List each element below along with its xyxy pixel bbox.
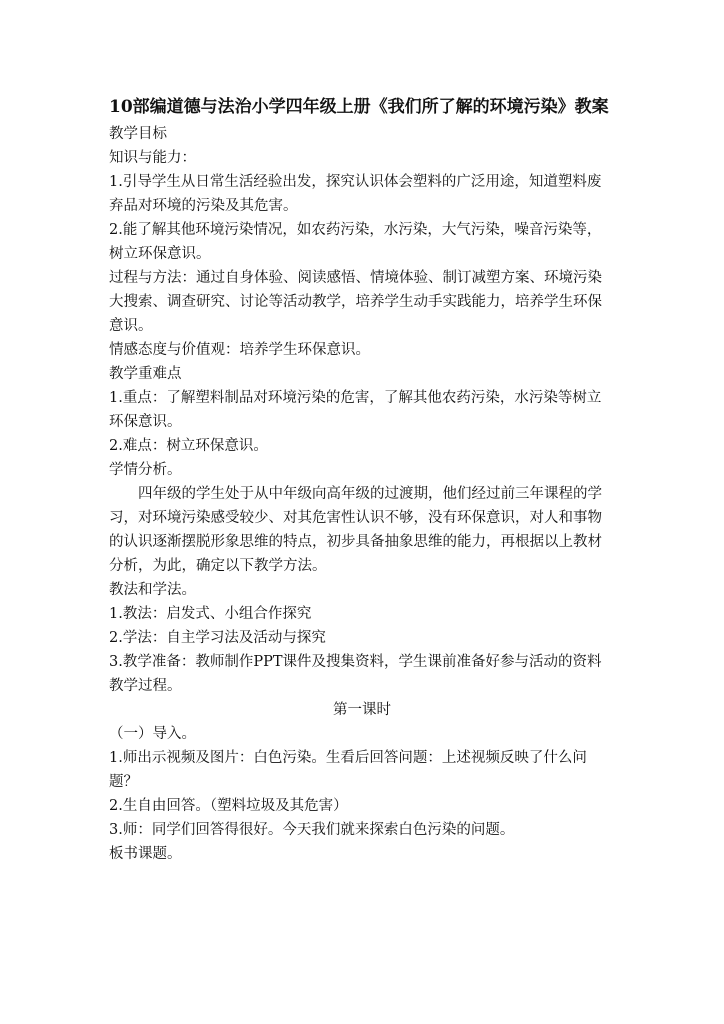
heading-first-lesson: 第一课时 <box>333 702 391 718</box>
text-line: 3.师：同学们回答得很好。今天我们就来探索白色污染的问题。 <box>109 822 515 838</box>
text-line: 2.能了解其他环境污染情况，如农药污染，水污染，大气污染，噪音污染等， <box>109 222 602 238</box>
text-line: 1.引导学生从日常生活经验出发，探究认识体会塑料的广泛用途，知道塑料废 <box>109 174 602 190</box>
heading-teaching-goals: 教学目标 <box>109 126 167 142</box>
document-page <box>109 94 615 866</box>
heading-student-analysis: 学情分析。 <box>109 462 182 478</box>
heading-teaching-methods: 教法和学法。 <box>109 582 196 598</box>
subheading-knowledge-ability: 知识与能力： <box>109 150 196 166</box>
text-line: 1.教法：启发式、小组合作探究 <box>109 606 312 622</box>
heading-teaching-process: 教学过程。 <box>109 678 182 694</box>
text-line: 环保意识。 <box>109 414 182 430</box>
text-line: 情感态度与价值观：培养学生环保意识。 <box>109 342 370 358</box>
text-line: 意识。 <box>109 318 153 334</box>
text-line: 习，对环境污染感受较少、对其危害性认识不够，没有环保意识，对人和事物 <box>109 510 602 526</box>
text-line: 分析，为此，确定以下教学方法。 <box>109 558 327 574</box>
text-line: 题？ <box>109 774 138 790</box>
text-line: 2.学法：自主学习法及活动与探究 <box>109 630 326 646</box>
text-line: 树立环保意识。 <box>109 246 211 262</box>
text-line: 2.难点：树立环保意识。 <box>109 438 268 454</box>
text-line: 的认识逐渐摆脱形象思维的特点，初步具备抽象思维的能力，再根据以上教材 <box>109 534 602 550</box>
document-title: 10部编道德与法治小学四年级上册《我们所了解的环境污染》教案 <box>109 97 609 117</box>
heading-key-difficult-points: 教学重难点 <box>109 366 182 382</box>
text-line: 3.教学准备：教师制作PPT课件及搜集资料，学生课前准备好参与活动的资料 <box>109 654 602 670</box>
text-line: 1.重点：了解塑料制品对环境污染的危害，了解其他农药污染，水污染等树立 <box>109 390 602 406</box>
text-line: 四年级的学生处于从中年级向高年级的过渡期，他们经过前三年课程的学 <box>138 486 602 502</box>
text-line: 过程与方法：通过自身体验、阅读感悟、情境体验、制订减塑方案、环境污染 <box>109 270 602 286</box>
text-line: 板书课题。 <box>109 846 182 862</box>
heading-introduction: （一）导入。 <box>109 726 196 742</box>
text-line: 弃品对环境的污染及其危害。 <box>109 198 298 214</box>
text-line: 1.师出示视频及图片：白色污染。生看后回答问题：上述视频反映了什么问 <box>109 750 587 766</box>
text-line: 大搜索、调查研究、讨论等活动教学，培养学生动手实践能力，培养学生环保 <box>109 294 602 310</box>
text-line: 2.生自由回答。（塑料垃圾及其危害） <box>109 798 348 814</box>
